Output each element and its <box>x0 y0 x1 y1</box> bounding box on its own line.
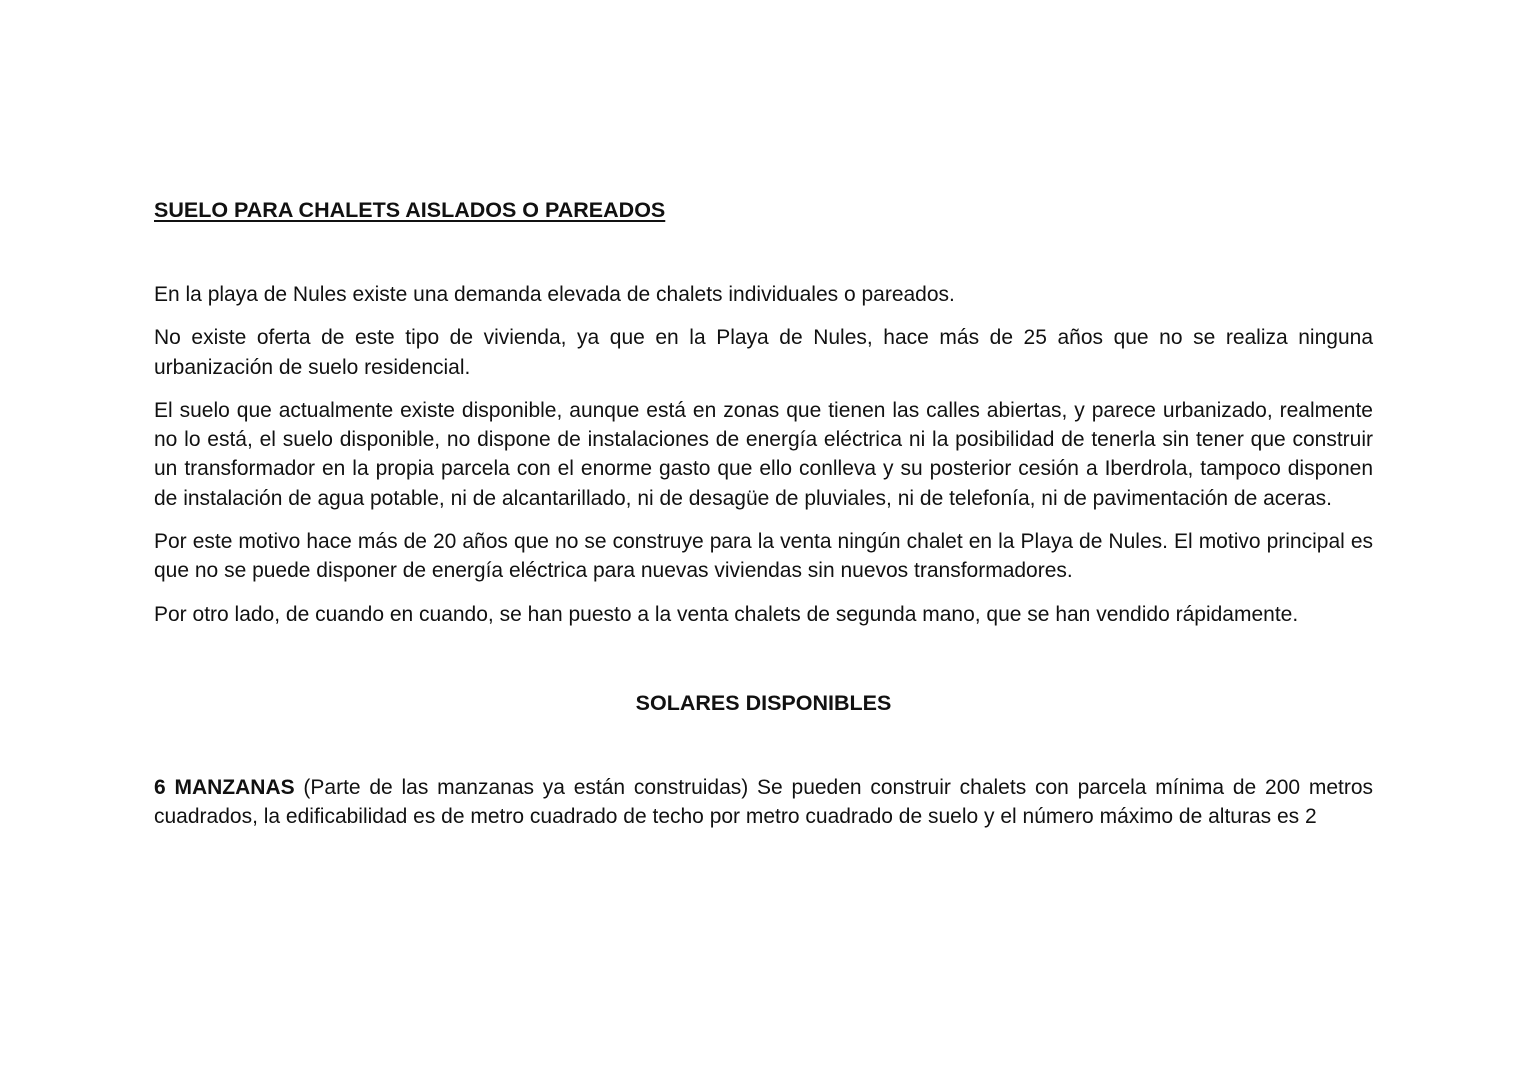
document-body <box>154 194 1373 832</box>
manzanas-lead: 6 MANZANAS <box>154 775 295 799</box>
paragraph-second-hand: Por otro lado, de cuando en cuando, se han puesto a la venta chalets de segunda mano, que se han vendido rápidamente. <box>154 602 1299 626</box>
paragraph-reason: Por este motivo hace más de 20 años que no se construye para la venta ningún chalet en la Playa de Nules. El motivo principal es que no se puede disponer de energía eléctrica para nuevas viviendas sin nuevos transformadores. <box>154 530 1373 583</box>
document-heading: SUELO PARA CHALETS AISLADOS O PAREADOS <box>154 198 666 222</box>
manzanas-text: (Parte de las manzanas ya están construidas) Se pueden construir chalets con parcela mínima de 200 metros cuadrados, la edificabilidad es de metro cuadrado de techo por metro cuadrado de suelo y el número máximo de alturas es 2 <box>154 775 1374 829</box>
paragraph-no-offer: No existe oferta de este tipo de vivienda, ya que en la Playa de Nules, hace más de 25 años que no se realiza ninguna urbanización de suelo residencial. <box>154 326 1373 379</box>
paragraph-demand: En la playa de Nules existe una demanda elevada de chalets individuales o pareados. <box>154 283 955 306</box>
paragraph-available-land: El suelo que actualmente existe disponible, aunque está en zonas que tienen las calles abiertas, y parece urbanizado, realmente no lo está, el suelo disponible, no dispone de instalaciones de energía eléctrica ni la posibilidad de tenerla sin tener que construir un transformador en la propia parcela con el enorme gasto que ello conlleva y su posterior cesión a Iberdrola, tampoco disponen de instalación de agua potable, ni de alcantarillado, ni de desagüe de pluviales, ni de telefonía, ni de pavimentación de aceras. <box>154 398 1373 510</box>
section-title: SOLARES DISPONIBLES <box>635 690 892 715</box>
paragraph-manzanas <box>154 773 1373 832</box>
